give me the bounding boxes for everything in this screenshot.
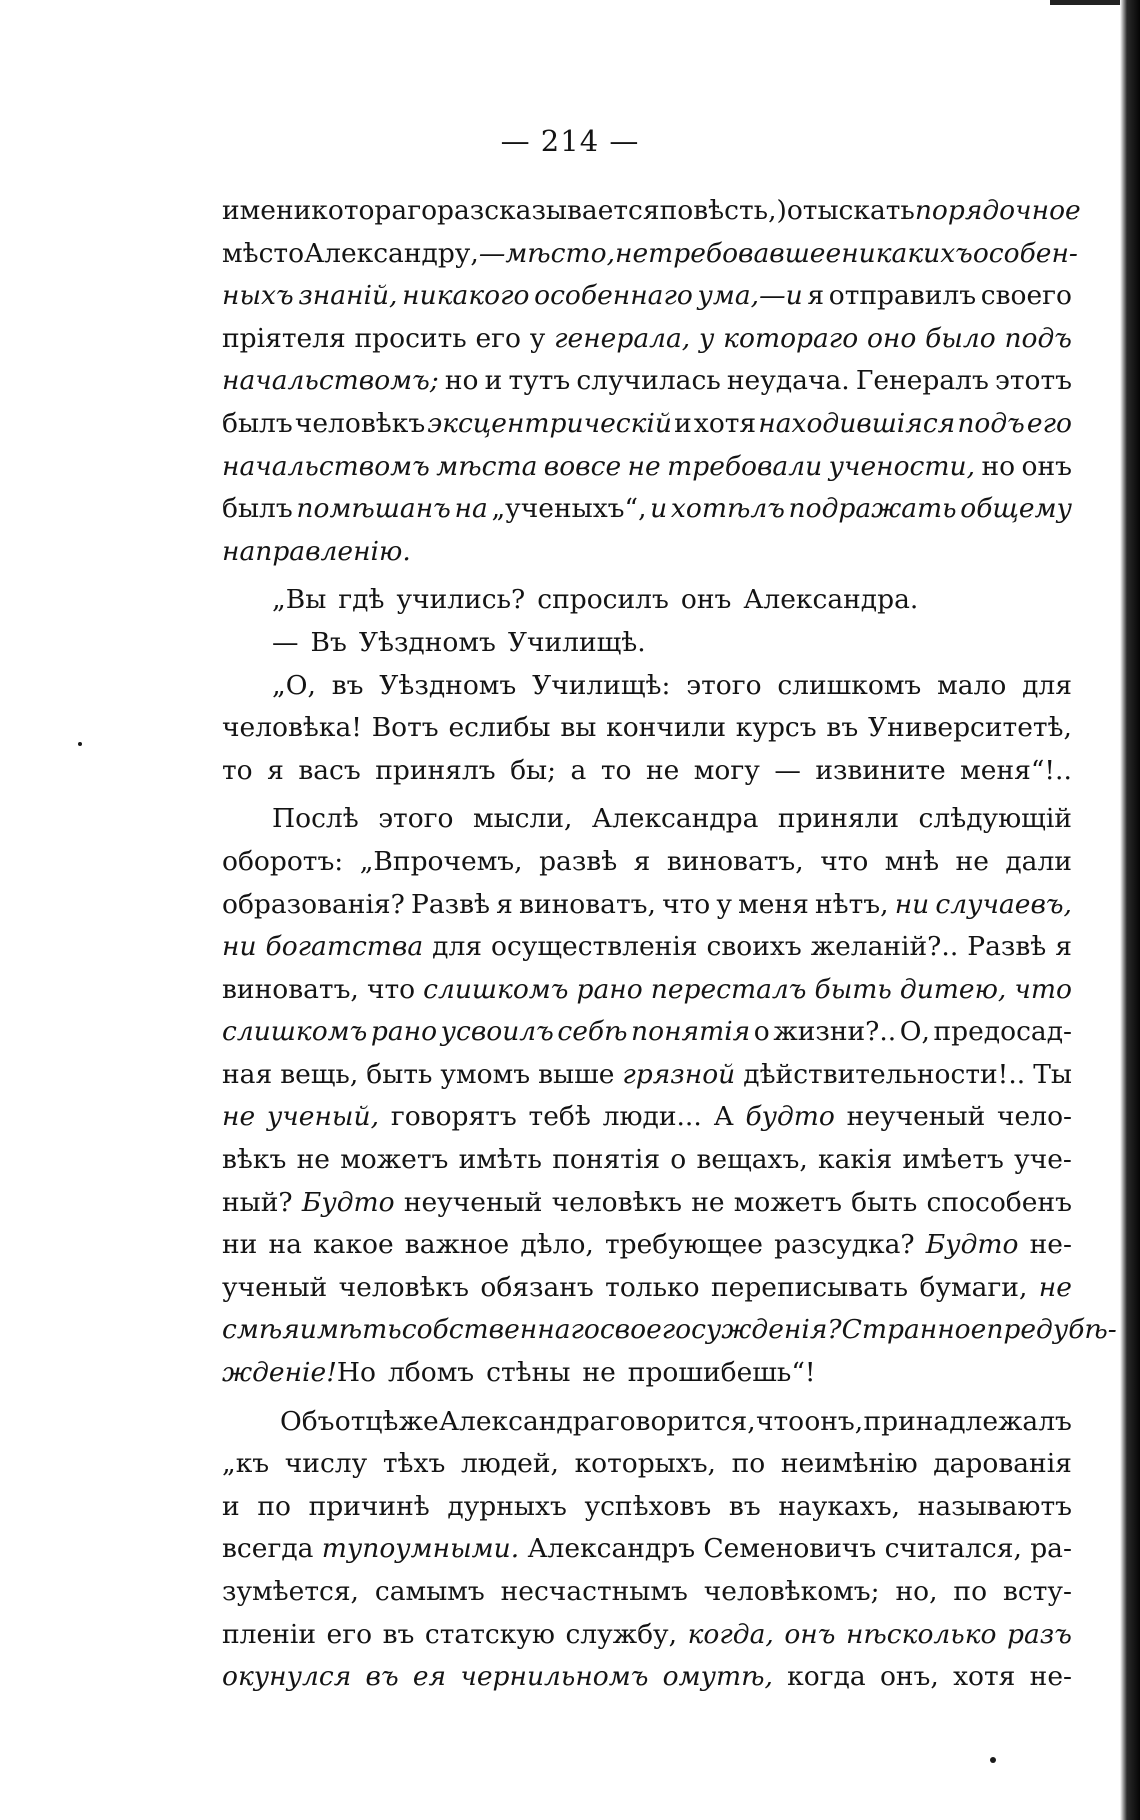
text-line: ная вещь, быть умомъ выше грязной дѣйствительности!.. Ты bbox=[222, 1058, 1072, 1090]
text-line: и по причинѣ дурныхъ успѣховъ въ наукахъ, называютъ bbox=[222, 1490, 1072, 1522]
text-line: „О, въ Уѣздномъ Училищѣ: этого слишкомъ мало для bbox=[272, 669, 1072, 701]
ink-speck bbox=[78, 742, 82, 746]
text-line: ный? Будто неученый человѣкъ не можетъ быть способенъ bbox=[222, 1186, 1072, 1218]
text-line: „Вы гдѣ учились? спросилъ онъ Александра. bbox=[272, 584, 919, 616]
text-line: мѣсто Александру, —мѣсто, не требовавшее никакихъ особен- bbox=[222, 237, 1078, 269]
text-line: вѣкъ не можетъ имѣть понятія о вещахъ, какія имѣетъ уче- bbox=[222, 1144, 1072, 1176]
text-line: жденіе! Но лбомъ стѣны не прошибешь“! bbox=[222, 1357, 816, 1389]
text-line: начальствомъ мѣста вовсе не требовали учености, но онъ bbox=[222, 450, 1072, 482]
text-line: образованія? Развѣ я виноватъ, что у меня нѣтъ, ни случаевъ, bbox=[222, 888, 1072, 920]
text-line: человѣка! Вотъ еслибы вы кончили курсъ въ Университетѣ, bbox=[222, 712, 1072, 744]
text-line: Послѣ этого мысли, Александра приняли слѣдующій bbox=[272, 803, 1072, 835]
page-number: — 214 — bbox=[500, 124, 640, 158]
text-line: окунулся въ ея чернильномъ омутѣ, когда онъ, хотя не- bbox=[222, 1661, 1072, 1693]
text-line: былъ человѣкъ эксцентрическій и хотя находившіяся подъ его bbox=[222, 407, 1072, 439]
text-line: былъ помѣшанъ на „ученыхъ“, и хотѣлъ подражать общему bbox=[222, 493, 1072, 525]
text-line: ученый человѣкъ обязанъ только переписывать бумаги, не bbox=[222, 1271, 1072, 1303]
text-line: ни на какое важное дѣло, требующее разсудка? Будто не- bbox=[222, 1229, 1072, 1261]
scan-edge-mark bbox=[1050, 0, 1120, 5]
text-line: начальствомъ; но и тутъ случилась неудача. Генералъ этотъ bbox=[222, 365, 1072, 397]
text-line: направленію. bbox=[222, 535, 411, 567]
text-line: всегда тупоумными. Александръ Семеновичъ считался, ра- bbox=[222, 1533, 1072, 1565]
text-line: Объ отцѣ же Александра говорится, что онъ, принадлежалъ bbox=[280, 1405, 1072, 1437]
body-text bbox=[222, 190, 1117, 1699]
text-line: оборотъ: „Впрочемъ, развѣ я виноватъ, что мнѣ не дали bbox=[222, 845, 1072, 877]
ink-speck bbox=[990, 1757, 996, 1763]
text-line: имени котораго разсказывается повѣсть,) отыскать порядочное bbox=[222, 195, 1081, 226]
text-line: виноватъ, что слишкомъ рано пересталъ быть дитею, что bbox=[222, 973, 1072, 1005]
text-line: пріятеля просить его у генерала, у котораго оно было подъ bbox=[222, 322, 1072, 354]
text-line: то я васъ принялъ бы; а то не могу — извините меня“!.. bbox=[222, 754, 1072, 786]
text-line: ни богатства для осуществленія своихъ желаній?.. Развѣ я bbox=[222, 931, 1072, 963]
text-line: — Въ Уѣздномъ Училищѣ. bbox=[272, 626, 646, 658]
text-line: пленіи его въ статскую службу, когда, онъ нѣсколько разъ bbox=[222, 1618, 1072, 1650]
text-line: „къ числу тѣхъ людей, которыхъ, по неимѣнію дарованія bbox=[222, 1448, 1072, 1480]
text-line: не ученый, говорятъ тебѣ люди... А будто неученый чело- bbox=[222, 1101, 1072, 1133]
text-line: слишкомъ рано усвоилъ себѣ понятія о жизни?.. О, предосад- bbox=[222, 1016, 1072, 1048]
scan-binding-shadow bbox=[1120, 0, 1140, 1820]
text-line: зумѣется, самымъ несчастнымъ человѣкомъ; но, по всту- bbox=[222, 1576, 1072, 1607]
text-line: смѣя имѣть собственнаго своего сужденія? Странное предубѣ- bbox=[222, 1314, 1117, 1346]
text-line: ныхъ знаній, никакого особеннаго ума,—и я отправилъ своего bbox=[222, 280, 1072, 312]
